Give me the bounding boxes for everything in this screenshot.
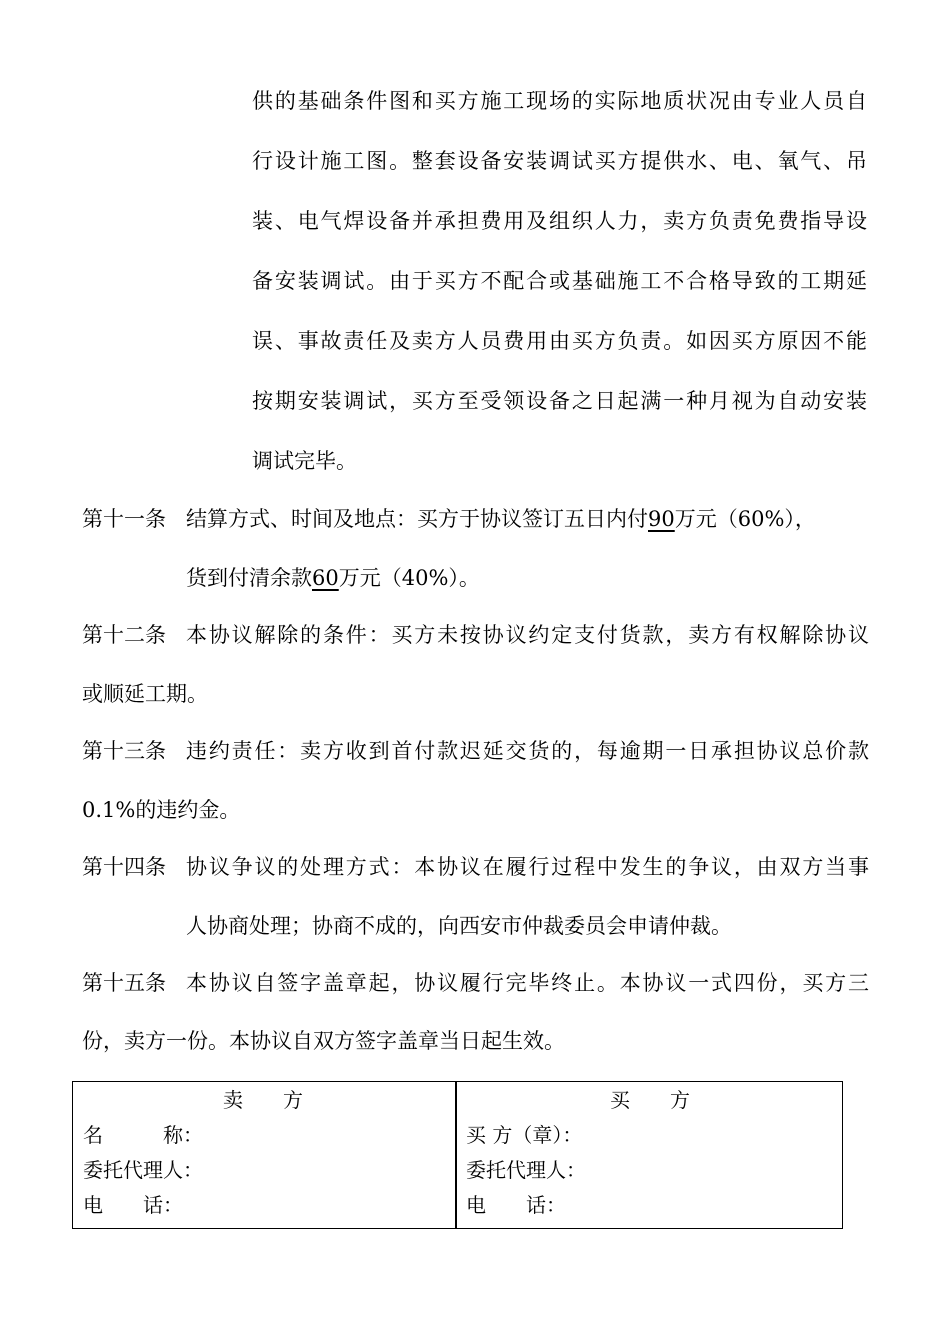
clause-text-segment: 万元（40%）。 bbox=[338, 566, 480, 590]
clause-text: 0.1%的违约金。 bbox=[82, 798, 241, 822]
clause-10-line: 按期安装调试，买方至受领设备之日起满一种月视为自动安装 bbox=[252, 389, 867, 413]
buyer-header: 买 方 bbox=[610, 1088, 690, 1112]
clause-text: 本协议解除的条件：买方未按协议约定支付货款，卖方有权解除协议 bbox=[186, 623, 869, 647]
clause-label: 第十四条 bbox=[82, 855, 166, 879]
signature-table bbox=[72, 1081, 843, 1229]
table-divider bbox=[455, 1082, 457, 1228]
clause-text: 人协商处理；协商不成的，向西安市仲裁委员会申请仲裁。 bbox=[186, 914, 732, 938]
buyer-stamp-label: 买 方（章）： bbox=[466, 1123, 583, 1147]
clause-10-line: 供的基础条件图和买方施工现场的实际地质状况由专业人员自 bbox=[252, 89, 867, 113]
clause-text: 本协议自签字盖章起，协议履行完毕终止。本协议一式四份，买方三 bbox=[186, 971, 869, 995]
seller-header: 卖 方 bbox=[223, 1088, 303, 1112]
seller-phone-label: 电 话： bbox=[83, 1193, 183, 1217]
clause-10-line: 误、事故责任及卖方人员费用由买方负责。如因买方原因不能 bbox=[252, 329, 867, 353]
clause-label: 第十五条 bbox=[82, 971, 166, 995]
payment-amount-balance: 60 bbox=[312, 566, 339, 590]
clause-label: 第十二条 bbox=[82, 623, 166, 647]
seller-name-label: 名 称： bbox=[83, 1123, 203, 1147]
clause-text: 或顺延工期。 bbox=[82, 682, 208, 706]
clause-label: 第十三条 bbox=[82, 739, 166, 763]
buyer-agent-label: 委托代理人： bbox=[466, 1158, 586, 1182]
payment-amount-first: 90 bbox=[648, 507, 675, 531]
clause-text bbox=[186, 504, 816, 534]
clause-10-line: 行设计施工图。整套设备安装调试买方提供水、电、氧气、吊 bbox=[252, 149, 867, 173]
clause-text-segment: 结算方式、时间及地点：买方于协议签订五日内付 bbox=[186, 507, 648, 531]
clause-text-segment: 货到付清余款 bbox=[186, 566, 312, 590]
clause-text: 协议争议的处理方式：本协议在履行过程中发生的争议，由双方当事 bbox=[186, 855, 869, 879]
buyer-phone-label: 电 话： bbox=[466, 1193, 566, 1217]
clause-text: 份，卖方一份。本协议自双方签字盖章当日起生效。 bbox=[82, 1029, 565, 1053]
clause-10-line: 备安装调试。由于买方不配合或基础施工不合格导致的工期延 bbox=[252, 269, 867, 293]
clause-text-segment: 万元（60%）， bbox=[674, 507, 816, 531]
clause-text: 违约责任：卖方收到首付款迟延交货的，每逾期一日承担协议总价款 bbox=[186, 739, 869, 763]
clause-label: 第十一条 bbox=[82, 507, 166, 531]
clause-10-line: 装、电气焊设备并承担费用及组织人力，卖方负责免费指导设 bbox=[252, 209, 867, 233]
seller-agent-label: 委托代理人： bbox=[83, 1158, 203, 1182]
clause-text bbox=[186, 563, 480, 593]
clause-10-line: 调试完毕。 bbox=[252, 449, 357, 473]
